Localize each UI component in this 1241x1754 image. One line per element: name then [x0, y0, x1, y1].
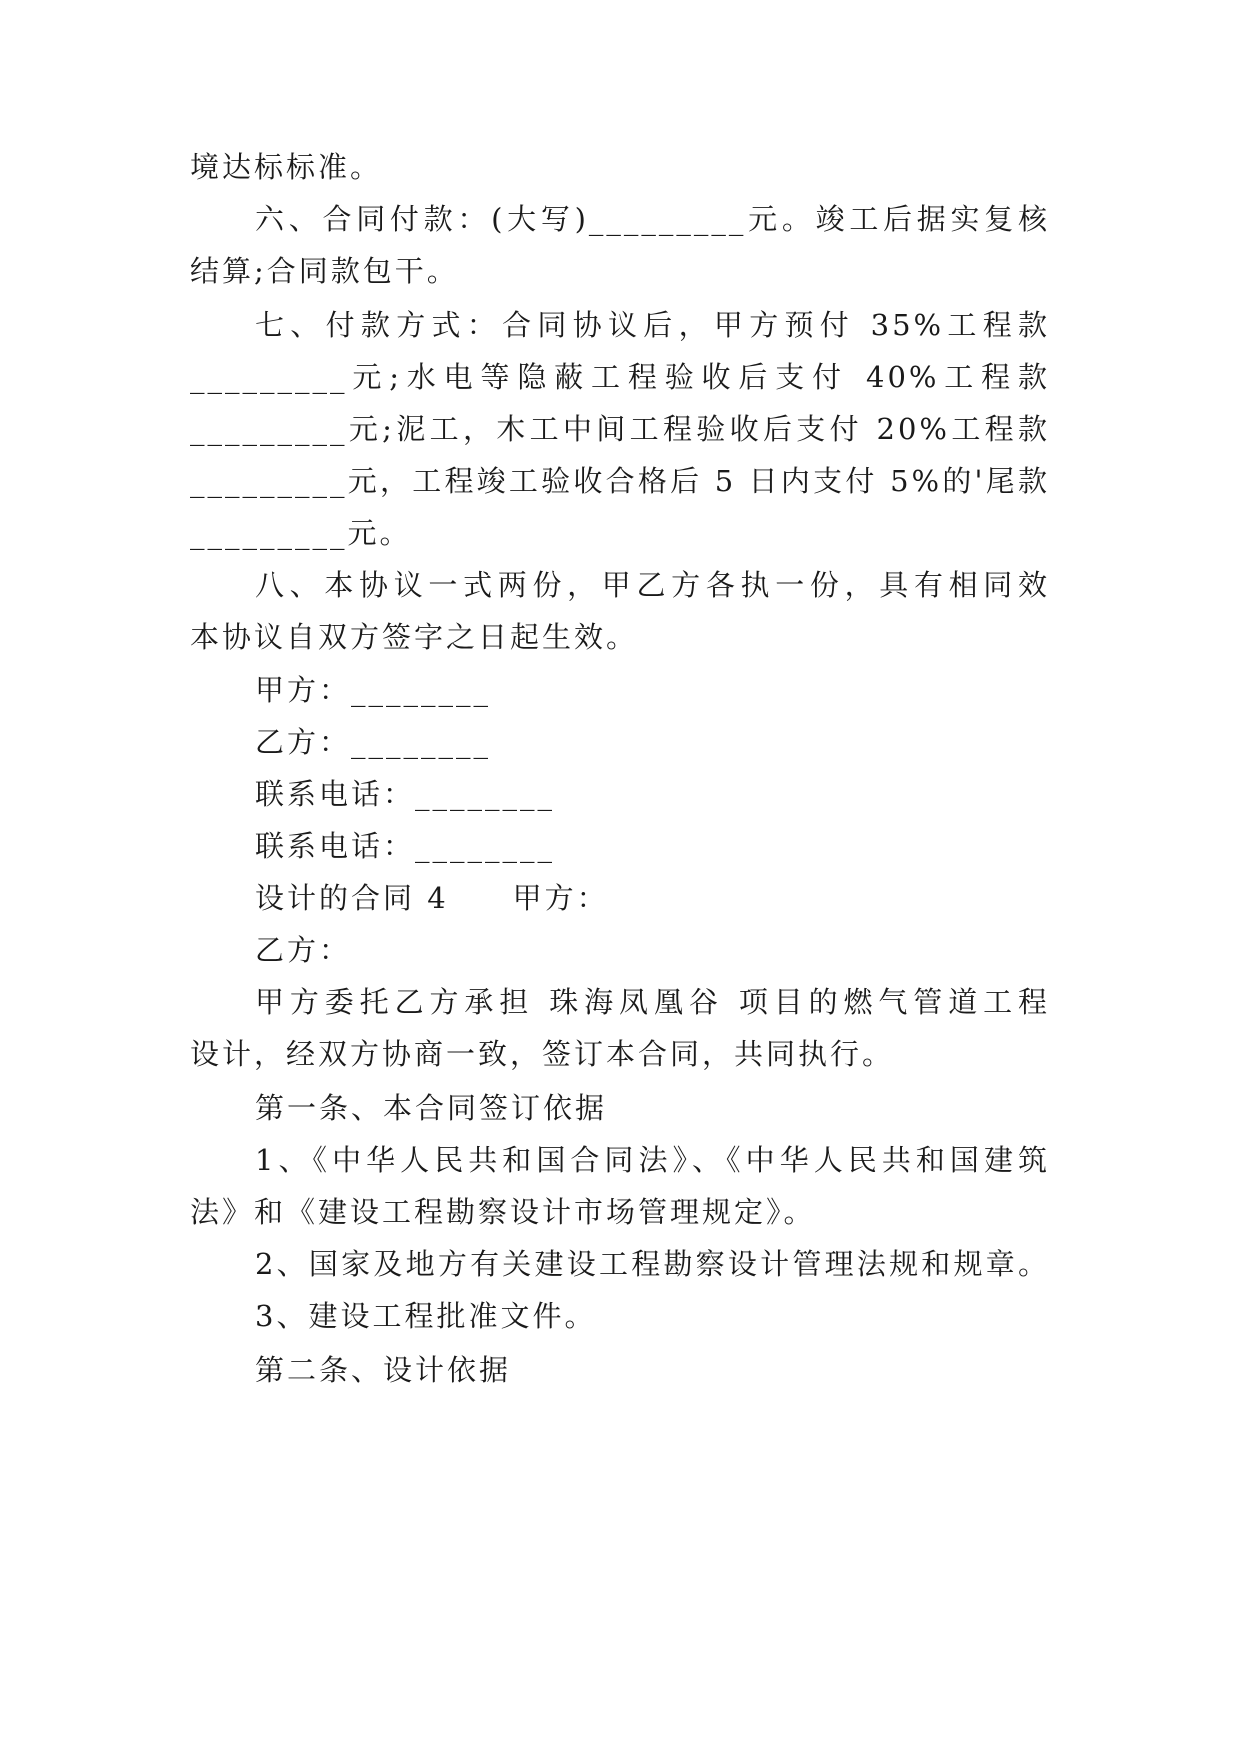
text-line: 境达标标准。 — [190, 150, 383, 184]
text-line: 1、《中华人民共和国合同法》、《中华人民共和国建筑 — [255, 1143, 1050, 1177]
signature-line-party-a: 甲方：________ — [255, 673, 492, 707]
article-heading: 第一条、本合同签订依据 — [255, 1091, 608, 1125]
text-line: _________元，工程竣工验收合格后 5 日内支付 5%的'尾款 — [190, 464, 1050, 498]
text-line: 结算;合同款包干。 — [190, 254, 459, 288]
text-line: 法》和《建设工程勘察设计市场管理规定》。 — [190, 1195, 816, 1229]
text-line: 设计，经双方协商一致，签订本合同，共同执行。 — [190, 1037, 895, 1071]
text-line: 八、本协议一式两份，甲乙方各执一份，具有相同效 — [255, 568, 1050, 602]
phone-line: 联系电话：________ — [255, 777, 556, 811]
text-line: 七、付款方式：合同协议后，甲方预付 35%工程款 — [255, 308, 1050, 342]
text-line: 3、建设工程批准文件。 — [255, 1299, 597, 1333]
text-line: _________元;水电等隐蔽工程验收后支付 40%工程款 — [190, 360, 1050, 394]
text-line: _________元;泥工，木工中间工程验收后支付 20%工程款 — [190, 412, 1050, 446]
text-line: 甲方委托乙方承担 珠海凤凰谷 项目的燃气管道工程 — [255, 985, 1050, 1019]
text-line: 本协议自双方签字之日起生效。 — [190, 620, 639, 654]
text-line: 2、国家及地方有关建设工程勘察设计管理法规和规章。 — [255, 1247, 1050, 1281]
text-line: _________元。 — [190, 516, 412, 550]
article-heading: 第二条、设计依据 — [255, 1353, 512, 1387]
text-line: 六、合同付款：(大写)_________元。竣工后据实复核 — [255, 202, 1050, 236]
section-heading: 设计的合同 4 甲方： — [255, 881, 609, 915]
text-line: 乙方： — [255, 933, 352, 967]
signature-line-party-b: 乙方：________ — [255, 725, 492, 759]
phone-line: 联系电话：________ — [255, 829, 556, 863]
